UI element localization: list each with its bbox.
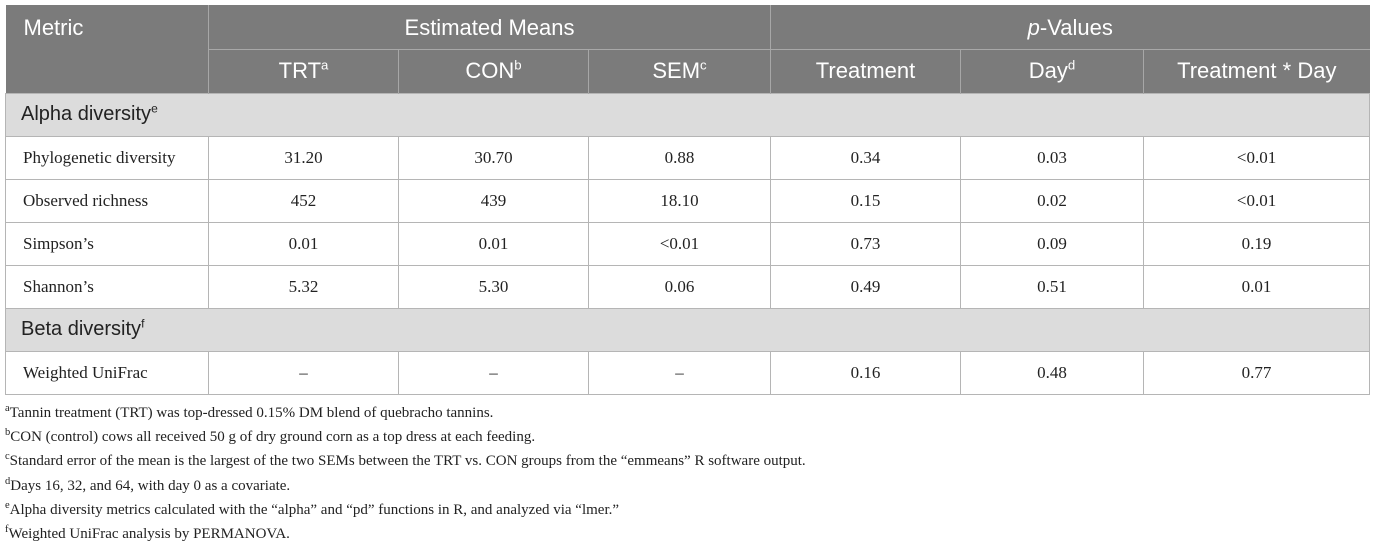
cell-metric: Shannon’s [6, 265, 209, 308]
cell-day: 0.09 [961, 222, 1144, 265]
cell-con: 0.01 [399, 222, 589, 265]
cell-interaction: <0.01 [1144, 179, 1370, 222]
cell-sem: 0.06 [589, 265, 771, 308]
cell-treatment: 0.73 [771, 222, 961, 265]
cell-metric: Phylogenetic diversity [6, 136, 209, 179]
table-row [6, 222, 1370, 265]
results-table [5, 5, 1370, 395]
header-col-con: CON$^b$ [399, 50, 589, 93]
cell-treatment: 0.15 [771, 179, 961, 222]
cell-trt: 452 [209, 179, 399, 222]
header-p-values [771, 5, 1370, 50]
section-row-alpha [6, 93, 1370, 136]
cell-trt: 5.32 [209, 265, 399, 308]
cell-interaction: 0.01 [1144, 265, 1370, 308]
footnote: $^d$Days 16, 32, and 64, with day 0 as a covariate. [5, 475, 291, 494]
cell-interaction: 0.19 [1144, 222, 1370, 265]
cell-metric: Weighted UniFrac [6, 351, 209, 394]
cell-day: 0.48 [961, 351, 1144, 394]
cell-sem: 18.10 [589, 179, 771, 222]
section-title: Beta diversity$^f$ [6, 308, 1370, 351]
cell-trt: 31.20 [209, 136, 399, 179]
footnote: $^c$Standard error of the mean is the largest of the two SEMs between the TRT vs. CON groups from the “emmeans” R software output. [5, 451, 806, 470]
cell-sem: <0.01 [589, 222, 771, 265]
header-col-sem: SEM$^c$ [589, 50, 771, 93]
cell-interaction: 0.77 [1144, 351, 1370, 394]
header-metric: Metric [23, 14, 84, 40]
cell-metric: Observed richness [6, 179, 209, 222]
header-col-day: Day$^d$ [961, 50, 1144, 93]
cell-trt: 0.01 [209, 222, 399, 265]
p-italic: p [1027, 14, 1040, 40]
footnote: $^a$Tannin treatment (TRT) was top-dressed 0.15% DM blend of quebracho tannins. [5, 403, 494, 421]
cell-trt: – [209, 351, 399, 394]
cell-con: 5.30 [399, 265, 589, 308]
header-metric-spacer [6, 50, 209, 93]
table-row [6, 351, 1370, 394]
cell-day: 0.02 [961, 179, 1144, 222]
header-col-treatment: Treatment [771, 50, 961, 93]
cell-metric: Simpson’s [6, 222, 209, 265]
section-title: Alpha diversity$^e$ [6, 93, 1370, 136]
cell-con: 439 [399, 179, 589, 222]
cell-sem: – [589, 351, 771, 394]
table-row [6, 265, 1370, 308]
cell-treatment: 0.34 [771, 136, 961, 179]
cell-sem: 0.88 [589, 136, 771, 179]
section-row-beta [6, 308, 1370, 351]
cell-treatment: 0.16 [771, 351, 961, 394]
header-col-trt: TRT$^a$ [209, 50, 399, 93]
footnote: $^b$CON (control) cows all received 50 g of dry ground corn as a top dress at each feeding. [5, 427, 536, 446]
header-col-treatment-day: Treatment * Day [1144, 50, 1370, 93]
table-row [6, 136, 1370, 179]
header-estimated-means: Estimated Means [209, 5, 771, 50]
cell-day: 0.51 [961, 265, 1144, 308]
cell-day: 0.03 [961, 136, 1144, 179]
footnote: $^e$Alpha diversity metrics calculated with the “alpha” and “pd” functions in R, and analyzed via “lmer.” [5, 499, 620, 518]
cell-con: 30.70 [399, 136, 589, 179]
cell-treatment: 0.49 [771, 265, 961, 308]
table-header [6, 5, 1370, 93]
footnote: $^f$Weighted UniFrac analysis by PERMANOVA. [5, 523, 290, 542]
footnotes [5, 402, 1365, 547]
p-values-rest: -Values [1039, 14, 1113, 40]
cell-con: – [399, 351, 589, 394]
table-row [6, 179, 1370, 222]
cell-interaction: <0.01 [1144, 136, 1370, 179]
